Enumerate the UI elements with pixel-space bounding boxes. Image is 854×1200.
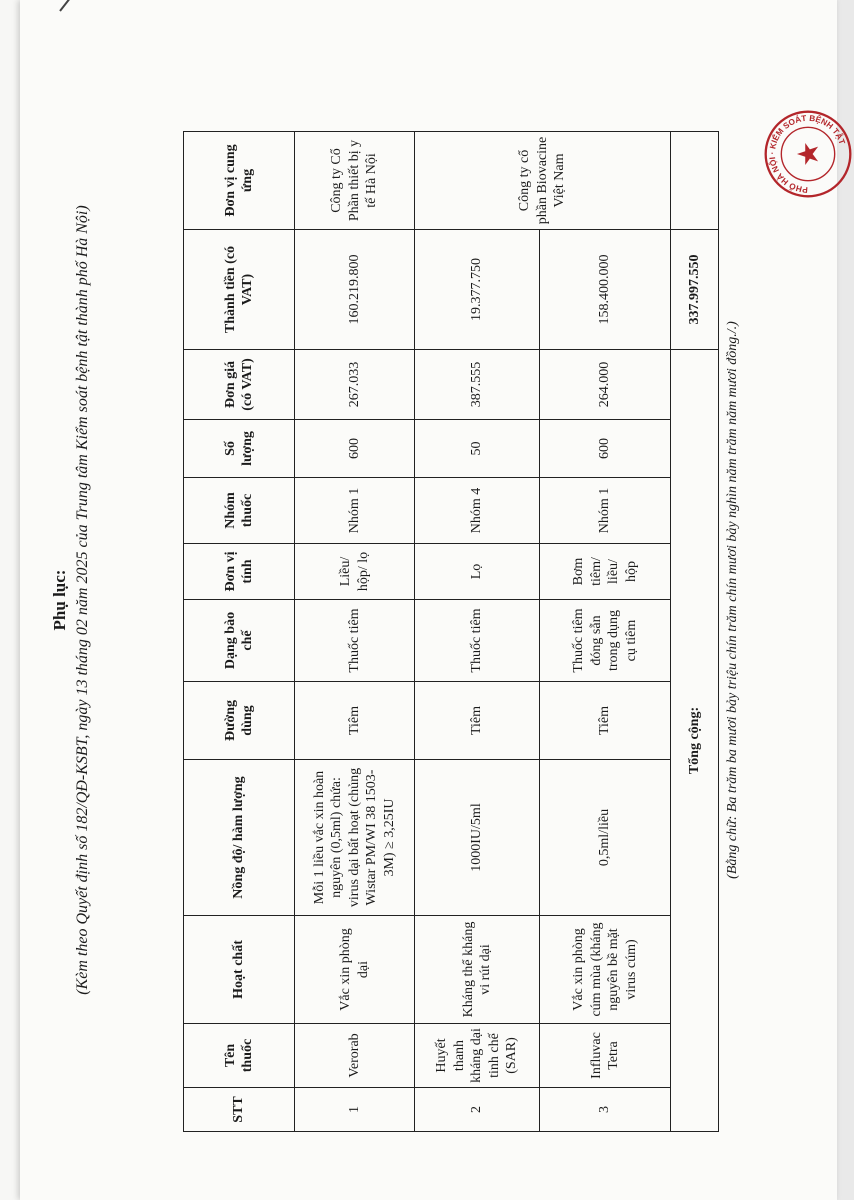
unit-price-cell: 267.033 [295, 350, 415, 420]
total-row [671, 132, 719, 1132]
total-label: Tổng cộng: [671, 350, 719, 1132]
stt-cell: 1 [295, 1088, 415, 1132]
header-cell: Nhóm thuốc [184, 478, 295, 544]
dosage-form-cell: Thuốc tiêm đóng sẵn trong dụng cụ tiêm [540, 600, 671, 682]
header-cell: Đơn giá (có VAT) [184, 350, 295, 420]
active-ingredient-cell: Vắc xin phòng cúm mùa (kháng nguyên bề mặt virus cúm) [540, 916, 671, 1024]
amount-in-words: (Bằng chữ: Ba trăm ba mươi bảy triệu chín trăm chín mươi bảy nghìn năm trăm năm mươi đồng./.) [725, 321, 740, 879]
header-cell: Đơn vị tính [184, 544, 295, 600]
amount-cell: 160.219.800 [295, 230, 415, 350]
header-cell: Tên thuốc [184, 1024, 295, 1088]
route-cell: Tiêm [295, 682, 415, 760]
quantity-cell: 600 [540, 420, 671, 478]
drug-group-cell: Nhóm 1 [540, 478, 671, 544]
unit-cell: Lọ [415, 544, 540, 600]
stt-cell: 3 [540, 1088, 671, 1132]
drug-table [183, 131, 719, 1132]
quantity-cell: 50 [415, 420, 540, 478]
header-cell: STT [184, 1088, 295, 1132]
dosage-form-cell: Thuốc tiêm [415, 600, 540, 682]
drug-name-cell: Huyết thanh kháng dại tinh chế (SAR) [415, 1024, 540, 1088]
drug-group-cell: Nhóm 4 [415, 478, 540, 544]
route-cell: Tiêm [540, 682, 671, 760]
drug-name-cell: Influvac Tetra [540, 1024, 671, 1088]
unit-cell: Liều/ hộp/ lọ [295, 544, 415, 600]
header-cell: Số lượng [184, 420, 295, 478]
total-value: 337.997.550 [671, 230, 719, 350]
drug-name-cell: Verorab [295, 1024, 415, 1088]
unit-price-cell: 264.000 [540, 350, 671, 420]
concentration-cell: 1000IU/5ml [415, 760, 540, 916]
document-title: Phụ lục: [50, 569, 69, 631]
table-row [540, 132, 671, 1132]
supplier-cell: Công ty Cổ Phần thiết bị y tế Hà Nội [295, 132, 415, 230]
route-cell: Tiêm [415, 682, 540, 760]
amount-cell: 158.400.000 [540, 230, 671, 350]
quantity-cell: 600 [295, 420, 415, 478]
official-stamp [762, 108, 854, 200]
concentration-cell: 0,5ml/liều [540, 760, 671, 916]
active-ingredient-cell: Vắc xin phòng dại [295, 916, 415, 1024]
header-cell: Đường dùng [184, 682, 295, 760]
concentration-cell: Mỗi 1 liều vắc xin hoàn nguyên (0,5ml) chứa: virus dại bất hoạt (chủng Wistar PM/WI 38 1503-3M) ≥ 3,25IU [295, 760, 415, 916]
active-ingredient-cell: Kháng thể kháng vi rút dại [415, 916, 540, 1024]
table-row [415, 132, 540, 1132]
drug-group-cell: Nhóm 1 [295, 478, 415, 544]
unit-cell: Bơm tiêm/ liều/ hộp [540, 544, 671, 600]
merged-supplier-cell: Công ty cổ phần Biovacine Việt Nam [415, 132, 671, 230]
table-row [295, 132, 415, 1132]
amount-cell: 19.377.750 [415, 230, 540, 350]
table-header-row [184, 132, 295, 1132]
header-cell: Đơn vị cung ứng [184, 132, 295, 230]
header-cell: Thành tiền (có VAT) [184, 230, 295, 350]
stt-cell: 2 [415, 1088, 540, 1132]
dosage-form-cell: Thuốc tiêm [295, 600, 415, 682]
unit-price-cell: 387.555 [415, 350, 540, 420]
header-cell: Hoạt chất [184, 916, 295, 1024]
stamp-text: PHỐ HÀ NỘI · KIỂM SOÁT BỆNH TẬT [767, 113, 847, 195]
total-empty-cell [671, 132, 719, 230]
document-subtitle: (Kèm theo Quyết định số 182/QĐ-KSBT, ngày 13 tháng 02 năm 2025 của Trung tâm Kiểm soát bệnh tật thành phố Hà Nội) [74, 205, 91, 995]
stamp-star-icon [797, 143, 818, 165]
header-cell: Nồng độ/ hàm lượng [184, 760, 295, 916]
header-cell: Dạng bào chế [184, 600, 295, 682]
